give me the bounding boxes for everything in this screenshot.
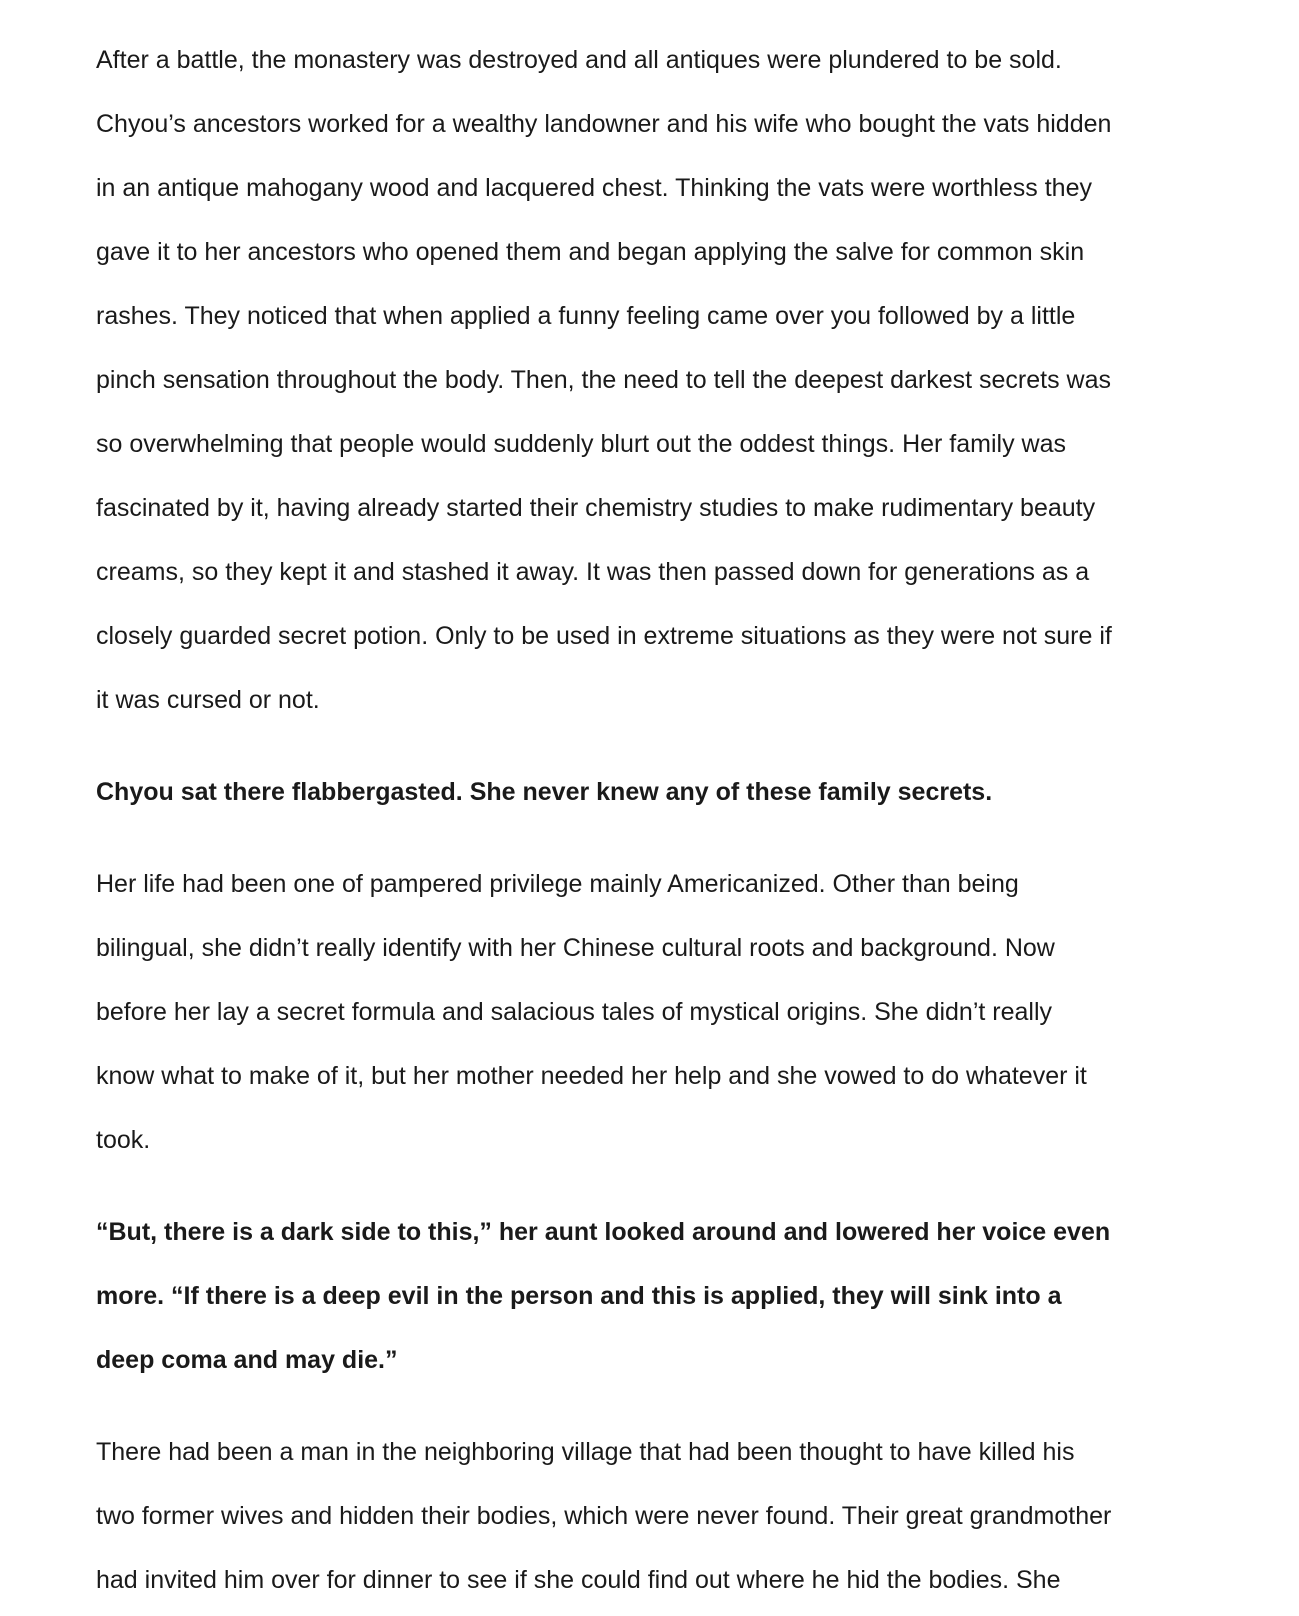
text-line: two former wives and hidden their bodies, which were never found. Their great grandmother — [96, 1502, 1112, 1530]
text-line: Her life had been one of pampered privilege mainly Americanized. Other than being — [96, 870, 1019, 898]
paragraph-pampered-life — [96, 852, 1226, 1172]
text-line-bold: Chyou sat there flabbergasted. She never knew any of these family secrets. — [96, 778, 993, 806]
text-line: took. — [96, 1126, 151, 1154]
paragraph-flabbergasted — [96, 760, 1226, 824]
text-line: in an antique mahogany wood and lacquered chest. Thinking the vats were worthless they — [96, 174, 1092, 202]
text-line: fascinated by it, having already started their chemistry studies to make rudimentary beauty — [96, 494, 1096, 522]
text-line-bold: “But, there is a dark side to this,” her aunt looked around and lowered her voice even — [96, 1218, 1111, 1246]
text-line: After a battle, the monastery was destroyed and all antiques were plundered to be sold. — [96, 46, 1062, 74]
text-line: bilingual, she didn’t really identify with her Chinese cultural roots and background. Now — [96, 934, 1055, 962]
paragraph-dark-side — [96, 1200, 1226, 1392]
text-line: Chyou’s ancestors worked for a wealthy landowner and his wife who bought the vats hidden — [96, 110, 1112, 138]
paragraph-spacer — [96, 1392, 1226, 1420]
text-line: had invited him over for dinner to see if she could find out where he hid the bodies. She — [96, 1566, 1061, 1594]
text-line: pinch sensation throughout the body. Then, the need to tell the deepest darkest secrets was — [96, 366, 1112, 394]
text-line: it was cursed or not. — [96, 686, 320, 714]
paragraph-monastery — [96, 28, 1226, 732]
text-line: closely guarded secret potion. Only to be used in extreme situations as they were not sure if — [96, 622, 1112, 650]
paragraph-neighboring-village — [96, 1420, 1226, 1612]
paragraph-spacer — [96, 1172, 1226, 1200]
text-line: There had been a man in the neighboring village that had been thought to have killed his — [96, 1438, 1075, 1466]
paragraph-spacer — [96, 732, 1226, 760]
text-line: so overwhelming that people would suddenly blurt out the oddest things. Her family was — [96, 430, 1066, 458]
text-line: gave it to her ancestors who opened them and began applying the salve for common skin — [96, 238, 1085, 266]
text-line: creams, so they kept it and stashed it away. It was then passed down for generations as a — [96, 558, 1090, 586]
text-line-bold: more. “If there is a deep evil in the person and this is applied, they will sink into a — [96, 1282, 1062, 1310]
paragraph-spacer — [96, 824, 1226, 852]
document-page — [96, 28, 1226, 1612]
text-line-bold: deep coma and may die.” — [96, 1346, 398, 1374]
text-line: before her lay a secret formula and salacious tales of mystical origins. She didn’t really — [96, 998, 1053, 1026]
text-line: rashes. They noticed that when applied a funny feeling came over you followed by a little — [96, 302, 1076, 330]
text-line: know what to make of it, but her mother needed her help and she vowed to do whatever it — [96, 1062, 1087, 1090]
